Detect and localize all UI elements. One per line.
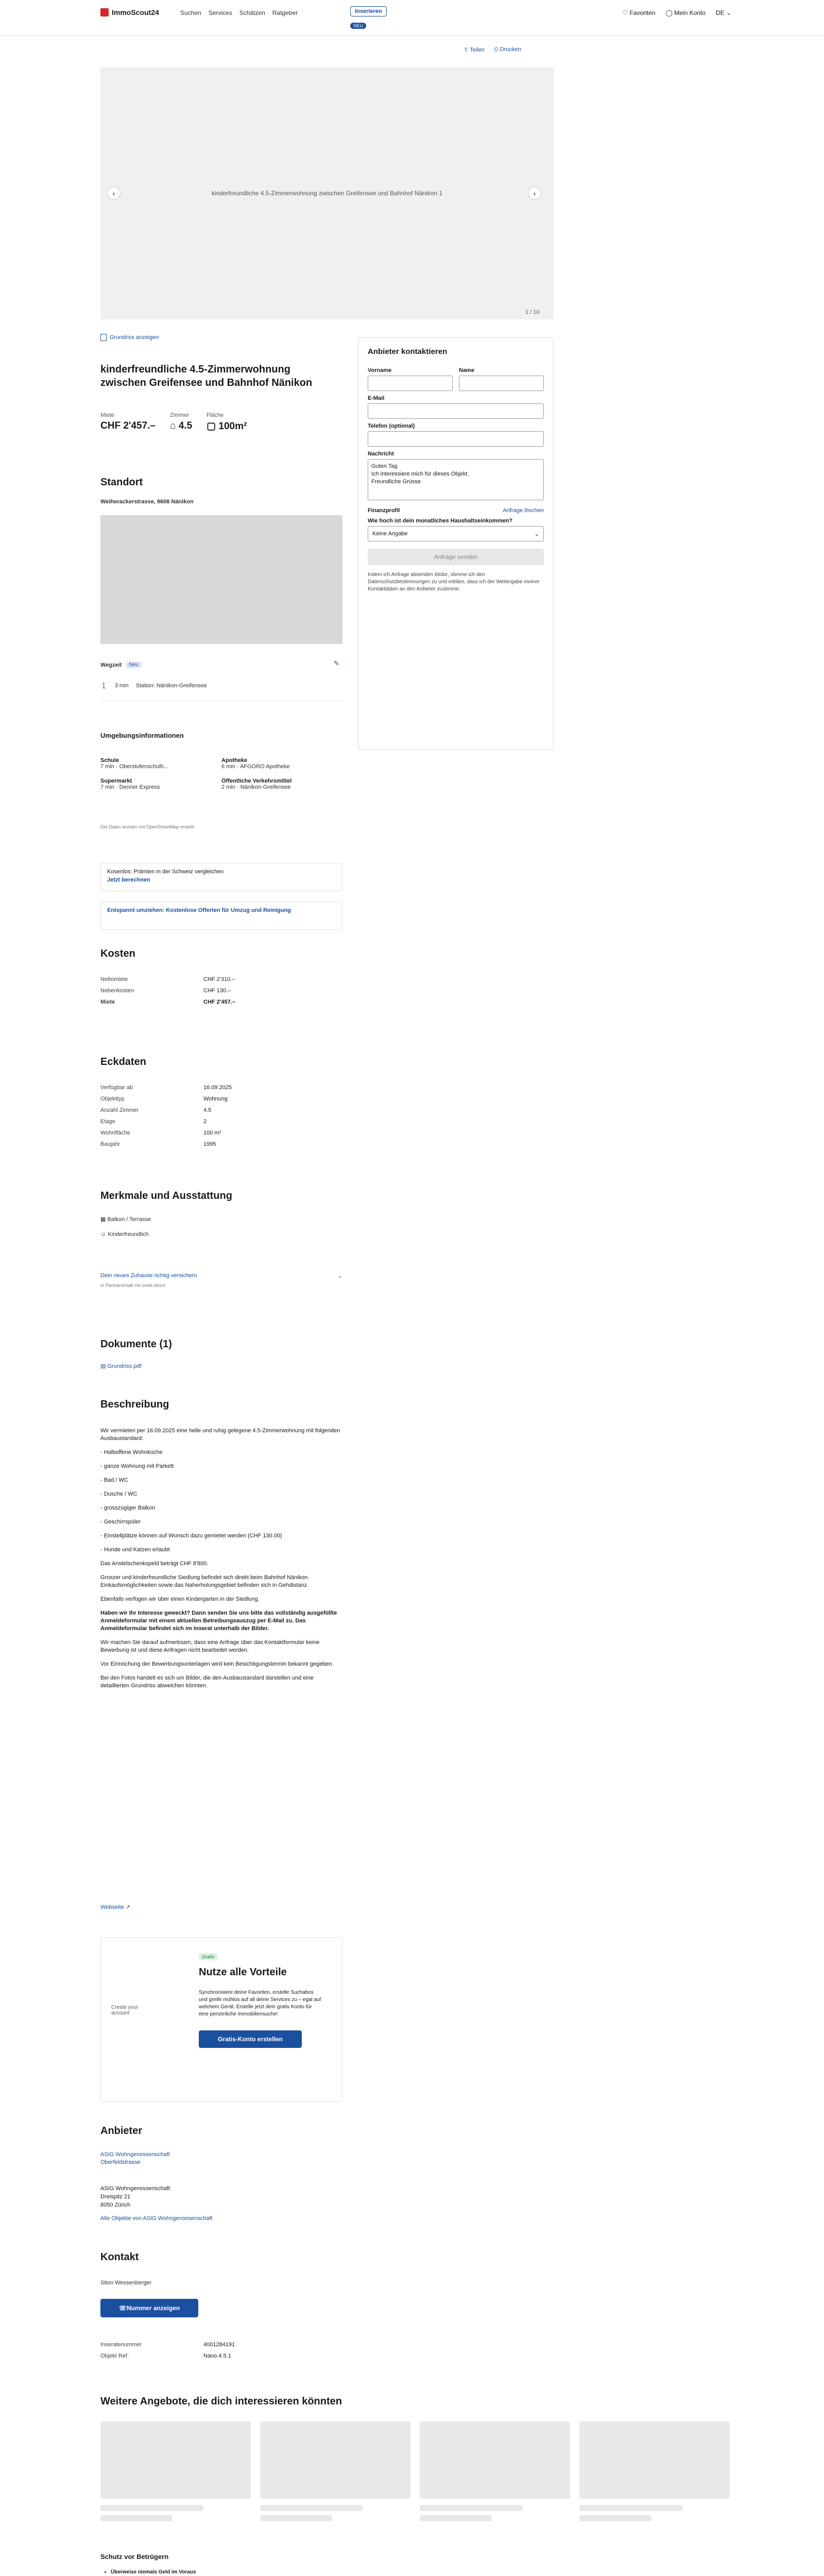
surrounding-school: Schule 7 min · Oberstufenschulh... — [100, 757, 169, 770]
create-account-button[interactable]: Gratis-Konto erstellen — [199, 2030, 302, 2048]
chevron-down-icon: ⌄ — [337, 1273, 342, 1279]
rooms-fact: Zimmer ⌂ 4.5 — [169, 412, 193, 431]
site-header — [0, 0, 824, 36]
location-map[interactable] — [100, 515, 342, 644]
feature-kids: ☺ Kinderfreundlich — [100, 1231, 149, 1238]
insurance-expander[interactable]: Dein neues Zuhause richtig versichern ⌄ — [100, 1273, 342, 1279]
provider-all-listings[interactable]: Alle Objekte von ASIG Wohngenossenschaft — [100, 2215, 213, 2222]
provider-heading: Anbieter — [100, 2125, 143, 2137]
fraud-list — [111, 2568, 280, 2576]
description-body: Wir vermieten per 16.09.2025 eine helle und ruhig gelegene 4.5-Zimmerwohnung mit folgenden Ausbaustandard: - Halboffene Wohnküche - ganze Wohnung mit Parkett - Bad / WC - Dusche / WC - grosszügiger Balkon - Geschirrspüler - Einstellplätze können auf Wunsch dazu gemietet werden (CHF 130.00) - Hunde und Katzen erlaubt Das Anstelschenkspeld beträgt CHF 8'800. Groszer und kinderfreundliche Siedlung befindet sich direkt beim Bahnhof Nänikon. Einkaufsmöglichkeiten sowie das Naherholungsgebiet befinden sich in Gehdistanz. Ebenfalls verfügen wir über einen Kindergarten in der Siedlung. Haben wir Ihr Interesse geweckt? Dann senden Sie uns bitte das vollständig ausgefüllte Anmeldeformular mit einem aktuellen Betreibungsauszug per E-Mail zu. Das Anmeldeformular befindet sich im Inserat unterhalb der Bilder. Wir machen Sie darauf aufmerksam, dass eine Anfrage über das Kontaktformular keine Bewerbung ist und diese Anfragen nicht bearbeitet werden. Vor Einreichung der Bewerbungsunterlagen wird kein Besichtigungstermin bekannt gegeben. Bei den Fotos handelt es sich um Bilder, die den Ausbaustandard darstellen und eine detaillierten Grundriss abweichen könnten. — [100, 1428, 340, 1689]
cost-row: Nebenkosten CHF 130.– — [100, 988, 231, 994]
lastname-input[interactable] — [459, 376, 544, 391]
detail-row: Etage 2 — [100, 1118, 207, 1125]
offer-text-placeholder — [260, 2515, 332, 2521]
area-fact: Fläche ▢ 100m² — [207, 412, 247, 432]
fraud-tip: • Überweise niemals Geld im Voraus — [111, 2568, 280, 2576]
website-link[interactable]: Webseite ↗ — [100, 1904, 130, 1910]
offer-image — [100, 2421, 251, 2499]
fraud-heading: Schutz vor Betrügern — [100, 2553, 169, 2561]
provider-name[interactable]: ASIG Wohngenossenschaft Oberfeldstrasse — [100, 2151, 170, 2165]
site-logo[interactable]: ImmoScout24 — [100, 8, 159, 16]
phone-icon: ☏ — [118, 2304, 127, 2312]
more-offers-heading: Weitere Angebote, die dich interessieren könnten — [100, 2396, 342, 2407]
document-icon — [100, 334, 107, 341]
gallery-counter: 1 / 10 — [525, 309, 540, 315]
register-text: Synchronisiere deine Favoriten, erstelle Suchabos und greife mühlos auf all deine Services zu – egal auf welchem Gerät. Erstelle jetzt dein gratis Konto für eine persönliche Immobiliensuche! — [199, 1990, 321, 2017]
documents-heading: Dokumente (1) — [100, 1338, 172, 1350]
header-actions — [622, 9, 731, 16]
main-nav — [180, 9, 298, 16]
listing-title: kinderfreundliche 4.5-Zimmerwohnung zwischen Greifensee und Bahnhof Nänikon — [100, 364, 313, 388]
address: Weiherackerstrasse, 8606 Nänikon — [100, 499, 194, 505]
gallery-next-button[interactable]: › — [528, 187, 541, 200]
new-badge: NEU — [350, 23, 366, 29]
offers-carousel — [100, 2421, 730, 2521]
description-heading: Beschreibung — [100, 1399, 169, 1410]
details-heading: Eckdaten — [100, 1056, 146, 1067]
reference-row: Inseratenummer 4001284191 — [100, 2342, 235, 2348]
contact-heading: Kontakt — [100, 2251, 139, 2263]
location-heading: Standort — [100, 477, 143, 488]
advertise-button[interactable]: Inserieren — [350, 6, 387, 16]
offer-text-placeholder — [420, 2505, 523, 2511]
offer-text-placeholder — [260, 2505, 363, 2511]
offer-card[interactable] — [260, 2421, 410, 2521]
register-image: Create your account — [111, 2005, 139, 2016]
income-select[interactable]: Keine Angabe ⌄ — [368, 526, 544, 541]
register-title: Nutze alle Vorteile — [199, 1967, 287, 1978]
send-request-button[interactable]: Anfrage senden — [368, 549, 544, 565]
language-select[interactable]: DE ⌄ — [715, 9, 731, 16]
surroundings-heading: Umgebungsinformationen — [100, 732, 184, 739]
nav-services[interactable]: Services — [208, 9, 232, 16]
rooms-icon: ⌂ — [169, 420, 179, 431]
favorites-link[interactable]: ♡ Favoriten — [622, 9, 656, 16]
reference-row: Objekt Ref. Nano.4.5.1 — [100, 2353, 231, 2359]
floorplan-link[interactable]: Grundriss anzeigen — [100, 334, 159, 341]
gallery-image-alt: kinderfreundliche 4.5-Zimmerwohnung zwischen Greifensee und Bahnhof Nänikon 1 — [211, 190, 443, 197]
offer-text-placeholder — [100, 2505, 203, 2511]
insurance-promo[interactable]: Kosenlos: Prämien in der Schweiz vergleichen Jetzt berechnen — [100, 863, 342, 891]
route-info: 🚶 3 min Station: Nänikon-Greifensee — [100, 683, 207, 689]
walk-icon: 🚶 — [100, 683, 108, 689]
feature-balcony: ▦ Balkon / Terrasse — [100, 1216, 151, 1223]
share-button[interactable]: ⇪ Teilen — [464, 47, 485, 53]
account-link[interactable]: ◯ Mein Konto — [665, 9, 706, 16]
message-textarea[interactable]: Guten Tag Ich interessiere mich für dieses Objekt. Freundliche Grüsse — [368, 459, 544, 500]
free-badge: Gratis — [199, 1953, 217, 1960]
privacy-note: Indem ich Anfrage absenden klicke, stimme ich den Datenschutzbestimmungen zu und erkläre, dass ich der Weitergabe meiner Kontaktdaten an den Anbieter zustimme. — [368, 572, 540, 592]
balcony-icon: ▦ — [100, 1216, 108, 1223]
route-row: Wegzeit Neu — [100, 662, 142, 668]
share-actions — [464, 46, 521, 53]
offer-image — [420, 2421, 570, 2499]
child-icon: ☺ — [100, 1231, 108, 1238]
register-card — [100, 1937, 342, 2102]
costs-table — [100, 974, 342, 1008]
offer-text-placeholder — [579, 2505, 682, 2511]
document-icon: ▤ — [100, 1363, 108, 1369]
provider-address: ASIG Wohngenossenschaft Dreispitz 21 8050 Zürich — [100, 2185, 170, 2208]
show-number-button[interactable]: ☏ Nummer anzeigen — [100, 2299, 198, 2317]
detail-row: Objekttyp Wohnung — [100, 1096, 228, 1102]
email-input[interactable] — [368, 403, 544, 419]
offer-text-placeholder — [420, 2515, 492, 2521]
offer-card[interactable] — [100, 2421, 251, 2521]
detail-row: Baujahr 1995 — [100, 1141, 216, 1147]
cost-row: Nettomiete CHF 2'310.– — [100, 976, 235, 982]
rent-fact: Miete CHF 2'457.– — [100, 412, 156, 431]
cost-row: Miete CHF 2'457.– — [100, 999, 235, 1005]
print-button[interactable]: ⎙ Drucken — [493, 46, 521, 53]
phone-input[interactable] — [368, 431, 544, 447]
surroundings-grid — [100, 757, 342, 790]
surrounding-transport: Öffentliche Verkehrsmittel 2 min · Nänikon-Greifensee — [221, 778, 292, 790]
details-table — [100, 1082, 342, 1150]
offer-image — [260, 2421, 410, 2499]
insurance-partner: In Partnerschaft mit smile.direct — [100, 1283, 166, 1288]
edit-route-icon[interactable]: ✎ — [334, 659, 339, 667]
area-icon: ▢ — [207, 421, 219, 432]
moving-promo[interactable]: Entspannt umziehen: Kostenlose Offerten für Umzug und Reinigung — [100, 902, 342, 930]
gallery-prev-button[interactable]: ‹ — [107, 187, 121, 200]
image-gallery[interactable] — [100, 67, 554, 319]
costs-heading: Kosten — [100, 948, 135, 959]
firstname-input[interactable] — [368, 376, 453, 391]
contact-form-title: Anbieter kontaktieren — [368, 347, 448, 356]
financing-link[interactable]: Anfrage löschen — [503, 507, 544, 514]
logo-mark-icon — [100, 8, 109, 16]
detail-row: Anzahl Zimmer 4.5 — [100, 1107, 212, 1113]
detail-row: Wohnfläche 100 m² — [100, 1130, 221, 1136]
document-link[interactable]: ▤ Grundriss.pdf — [100, 1363, 142, 1369]
contact-person: Siton Wessenberger — [100, 2280, 152, 2286]
chevron-down-icon: ⌄ — [534, 531, 539, 537]
reference-table — [100, 2339, 342, 2362]
surrounding-pharmacy: Apotheke 6 min · AFGORO Apotheke — [221, 757, 290, 770]
nav-search[interactable]: Suchen — [180, 9, 201, 16]
contact-form: Anbieter kontaktieren Vorname Name E-Mail Telefon (optional) Nachricht Guten Tag Ich interessiere mich für dieses Objekt. Freundliche Grüsse Finanzprofil Anfrage löschen Wie hoch ist dein monatliches Haushaltseinkommen? Keine Angabe ⌄ Anfrage senden Indem ich Anfrage absenden klicke, stimme ich den Datenschutzbestimmungen zu und erkläre, dass ich der Weitergabe meiner Kontaktdaten an den Anbieter zustimme. — [358, 337, 554, 750]
detail-row: Verfügbar ab 16.09.2025 — [100, 1084, 232, 1091]
key-facts — [100, 412, 247, 432]
offer-text-placeholder — [100, 2515, 173, 2521]
offer-card[interactable] — [579, 2421, 730, 2521]
surrounding-supermarket: Supermarkt 7 min · Denner Express — [100, 778, 160, 790]
offer-card[interactable] — [420, 2421, 570, 2521]
osm-source: Die Daten wurden mit OpenStreetMap erstellt — [100, 824, 194, 829]
offer-text-placeholder — [579, 2515, 651, 2521]
features-heading: Merkmale und Ausstattung — [100, 1190, 232, 1201]
offer-image — [579, 2421, 730, 2499]
nav-guide[interactable]: Ratgeber — [272, 9, 298, 16]
nav-estimate[interactable]: Schätzen — [239, 9, 265, 16]
